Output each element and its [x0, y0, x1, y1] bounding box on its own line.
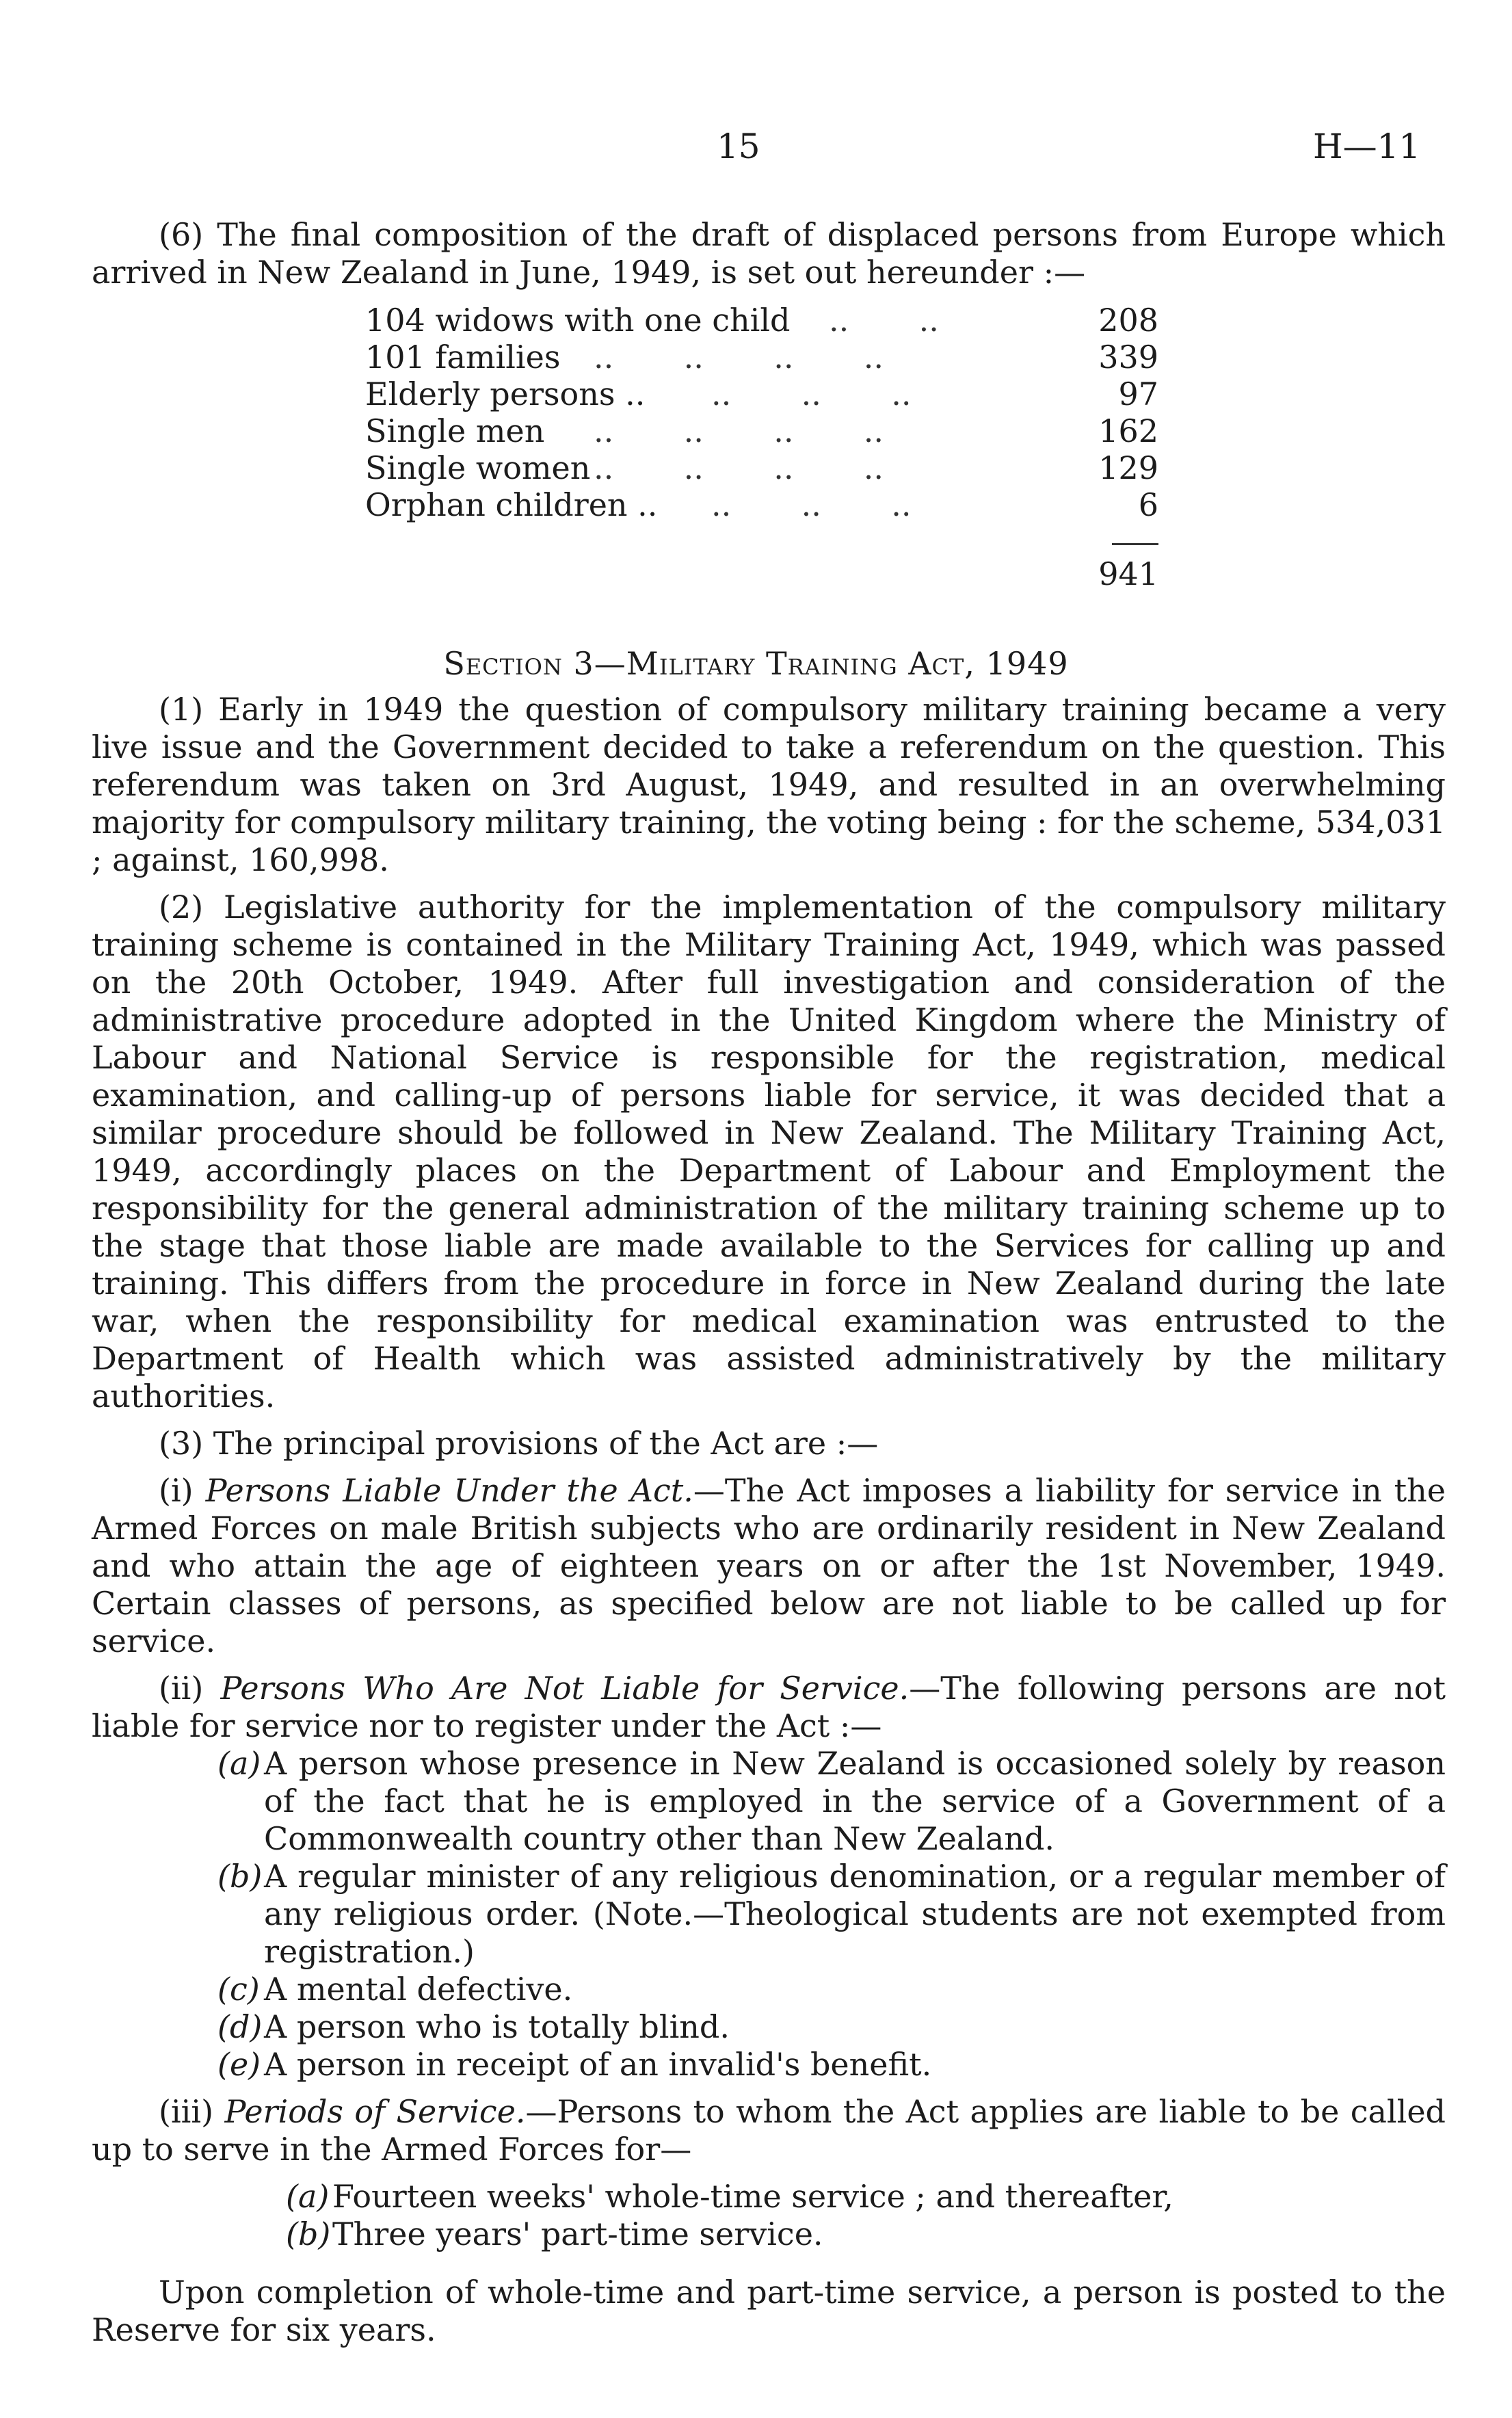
item-tag: (b): [217, 1858, 263, 1895]
section-body: [92, 691, 1446, 2349]
provision-iii-title: Periods of Service.: [224, 2093, 526, 2130]
table-row: [365, 486, 1158, 523]
row-label: Single women: [365, 449, 591, 486]
exemption-item: [92, 1858, 1446, 1971]
leader-dots: .. .. .. ..: [594, 339, 884, 376]
table-row: [365, 449, 1158, 486]
row-label: 101 families: [365, 339, 561, 376]
page-number: 15: [717, 127, 760, 166]
document-reference: H—11: [1313, 127, 1421, 166]
provision-ii: [92, 1670, 1446, 1745]
item-tag: (a): [217, 1745, 261, 1782]
composition-table: [365, 302, 1158, 523]
provision-iii-text: —Persons to whom the Act applies are liable to be called up to serve in the Armed Forces for—: [92, 2093, 1446, 2168]
row-value: 6: [1138, 486, 1158, 523]
item-text: A person in receipt of an invalid's benefit.: [264, 2046, 932, 2083]
section-title: Section 3—Military Training Act, 1949: [443, 645, 1069, 682]
provision-i-number: (i): [159, 1472, 206, 1509]
item-text: Three years' part-time service.: [332, 2216, 823, 2252]
row-value: 97: [1118, 376, 1158, 412]
provision-iii: [92, 2093, 1446, 2168]
leader-dots: .. .. ..: [711, 376, 912, 412]
leader-dots: .. ..: [829, 302, 939, 339]
item-text: Fourteen weeks' whole-time service ; and thereafter,: [332, 2178, 1173, 2215]
exemption-item: [92, 1971, 1446, 2008]
item-tag: (e): [217, 2046, 261, 2083]
item-text: A person whose presence in New Zealand is occasioned solely by reason of the fact that he is employed in the service of a Government of a Commonwealth country other than New Zealand.: [264, 1745, 1446, 1857]
leader-dots: .. .. .. ..: [594, 449, 884, 486]
row-label: Elderly persons ..: [365, 376, 646, 412]
exemption-item: [92, 2046, 1446, 2084]
table-row: [365, 376, 1158, 412]
row-value: 129: [1098, 449, 1158, 486]
leader-dots: .. .. ..: [711, 486, 912, 523]
leader-dots: .. .. .. ..: [594, 412, 884, 449]
table-row: [365, 339, 1158, 376]
exemption-item: [92, 2008, 1446, 2046]
item-tag: (a): [286, 2178, 330, 2215]
row-label: Orphan children ..: [365, 486, 658, 523]
row-label: Single men: [365, 412, 545, 449]
item-tag: (d): [217, 2008, 263, 2045]
row-label: 104 widows with one child: [365, 302, 791, 339]
service-period-item: [92, 2216, 1446, 2253]
item-tag: (b): [286, 2216, 331, 2252]
table-row: [365, 412, 1158, 449]
item-text: A person who is totally blind.: [264, 2008, 730, 2045]
paragraph-6-text: (6) The final composition of the draft of displaced persons from Europe which arrived in New Zealand in June, 1949, is set out hereunder :—: [92, 216, 1446, 291]
service-period-item: [92, 2178, 1446, 2216]
row-value: 162: [1098, 412, 1158, 449]
provision-ii-number: (ii): [159, 1670, 221, 1707]
row-value: 208: [1098, 302, 1158, 339]
total-rule: [1112, 543, 1158, 545]
provision-i-title: Persons Liable Under the Act.: [205, 1472, 693, 1509]
item-tag: (c): [217, 1971, 260, 2008]
provision-ii-title: Persons Who Are Not Liable for Service.: [220, 1670, 910, 1707]
table-row: [365, 302, 1158, 339]
provision-iii-number: (iii): [159, 2093, 225, 2130]
paragraph-2: (2) Legislative authority for the implementation of the compulsory military training scheme is contained in the Military Training Act, 1949, which was passed on the 20th October, 1949. After full investigation and consideration of the administrative procedure adopted in the United Kingdom where the Ministry of Labour and National Service is responsible for the registration, medical examination, and calling-up of persons liable for service, it was decided that a similar procedure should be followed in New Zealand. The Military Training Act, 1949, accordingly places on the Department of Labour and Employment the responsibility for the general administration of the military training scheme up to the stage that those liable are made available to the Services for calling up and training. This differs from the procedure in force in New Zealand during the late war, when the responsibility for medical examination was entrusted to the Department of Health which was assisted administratively by the military authorities.: [92, 889, 1446, 1415]
exemption-item: [92, 1745, 1446, 1858]
total-value: 941: [1098, 555, 1158, 592]
paragraph-6: [92, 216, 1446, 291]
item-text: A regular minister of any religious denomination, or a regular member of any religious order. (Note.—Theological students are not exempted from registration.): [264, 1858, 1446, 1970]
closing-paragraph: Upon completion of whole-time and part-time service, a person is posted to the Reserve for six years.: [92, 2274, 1446, 2348]
provision-ii-text: —The following persons are not liable for service nor to register under the Act :—: [92, 1670, 1446, 1744]
provision-i-text: —The Act imposes a liability for service in the Armed Forces on male British subjects who are ordinarily resident in New Zealand and who attain the age of eighteen years on or after the 1st November, 1949. Certain classes of persons, as specified below are not liable to be called up for service.: [92, 1472, 1446, 1659]
row-value: 339: [1098, 339, 1158, 376]
paragraph-3: (3) The principal provisions of the Act are :—: [159, 1425, 879, 1462]
provision-i: [92, 1472, 1446, 1660]
item-text: A mental defective.: [264, 1971, 573, 2008]
paragraph-1: (1) Early in 1949 the question of compulsory military training became a very live issue and the Government decided to take a referendum on the question. This referendum was taken on 3rd August, 1949, and resulted in an overwhelming majority for compulsory military training, the voting being : for the scheme, 534,031 ; against, 160,998.: [92, 691, 1446, 878]
